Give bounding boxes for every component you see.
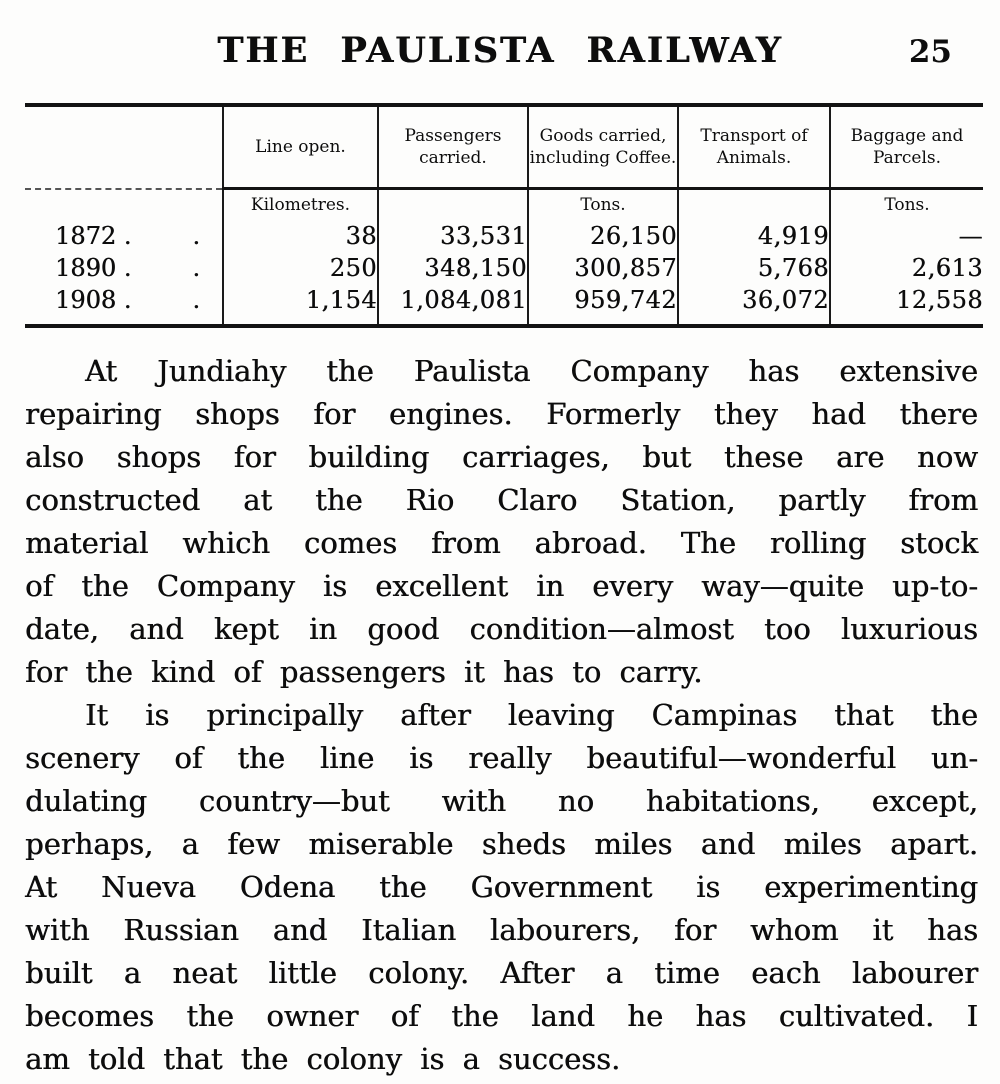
unit-kilometres: Kilometres. <box>223 189 378 221</box>
cell-value: 5,768 <box>678 252 830 284</box>
text-line: It is principally after leaving Campinas that the <box>85 698 978 732</box>
header-goods: Goods carried, including Coffee. <box>528 105 678 189</box>
cell-value: — <box>830 220 983 252</box>
cell-value: 4,919 <box>678 220 830 252</box>
table-row <box>25 220 983 252</box>
header-passengers: Passengers carried. <box>378 105 528 189</box>
text-line: At Jundiahy the Paulista Company has extensive <box>85 354 978 388</box>
cell-value: 1,154 <box>223 284 378 326</box>
running-head <box>0 30 1000 80</box>
paragraph-jundiahy <box>25 350 978 694</box>
cell-value: 348,150 <box>378 252 528 284</box>
text-line: At Nueva Odena the Government is experimenting <box>25 870 978 904</box>
unit-tons-baggage: Tons. <box>830 189 983 221</box>
cell-value: 38 <box>223 220 378 252</box>
text-line: perhaps, a few miserable sheds miles and miles apart. <box>25 827 978 861</box>
text-line: am told that the colony is a success. <box>25 1042 621 1076</box>
text-line: constructed at the Rio Claro Station, partly from <box>25 483 978 517</box>
leader-dot: . <box>192 286 200 314</box>
text-line: dulating country—but with no habitations, except, <box>25 784 978 818</box>
table-header-row <box>25 105 983 189</box>
header-animals: Transport of Animals. <box>678 105 830 189</box>
cell-value: 2,613 <box>830 252 983 284</box>
table-row <box>25 284 983 326</box>
page-title: THE PAULISTA RAILWAY <box>217 30 783 71</box>
header-line-open: Line open. <box>223 105 378 189</box>
text-line: scenery of the line is really beautiful—wonderful un- <box>25 741 978 775</box>
cell-value: 250 <box>223 252 378 284</box>
cell-value: 26,150 <box>528 220 678 252</box>
paragraph-campinas <box>25 694 978 1081</box>
cell-value: 33,531 <box>378 220 528 252</box>
unit-tons-goods: Tons. <box>528 189 678 221</box>
cell-value: 1,084,081 <box>378 284 528 326</box>
header-year-blank <box>25 105 223 189</box>
text-line: of the Company is excellent in every way—quite up-to- <box>25 569 978 603</box>
table-row <box>25 252 983 284</box>
body-text <box>25 350 978 1081</box>
unit-blank <box>25 189 223 221</box>
year-1908: 1908 . . <box>55 286 200 314</box>
cell-value: 300,857 <box>528 252 678 284</box>
text-line: material which comes from abroad. The rolling stock <box>25 526 978 560</box>
cell-value: 36,072 <box>678 284 830 326</box>
cell-value: 12,558 <box>830 284 983 326</box>
table-units-row <box>25 189 983 221</box>
leader-dot: . <box>192 254 200 282</box>
year-1890: 1890 . . <box>55 254 200 282</box>
text-line: also shops for building carriages, but these are now <box>25 440 978 474</box>
leader-dot: . <box>192 222 200 250</box>
year-1872: 1872 . . <box>55 222 200 250</box>
page-number: 25 <box>908 34 952 70</box>
text-line: becomes the owner of the land he has cultivated. I <box>25 999 978 1033</box>
text-line: repairing shops for engines. Formerly they had there <box>25 397 978 431</box>
text-line: built a neat little colony. After a time each labourer <box>25 956 978 990</box>
text-line: date, and kept in good condition—almost too luxurious <box>25 612 978 646</box>
text-line: with Russian and Italian labourers, for whom it has <box>25 913 978 947</box>
cell-value: 959,742 <box>528 284 678 326</box>
text-line: for the kind of passengers it has to carry. <box>25 655 703 689</box>
header-baggage: Baggage and Parcels. <box>830 105 983 189</box>
statistics-table <box>25 103 983 328</box>
